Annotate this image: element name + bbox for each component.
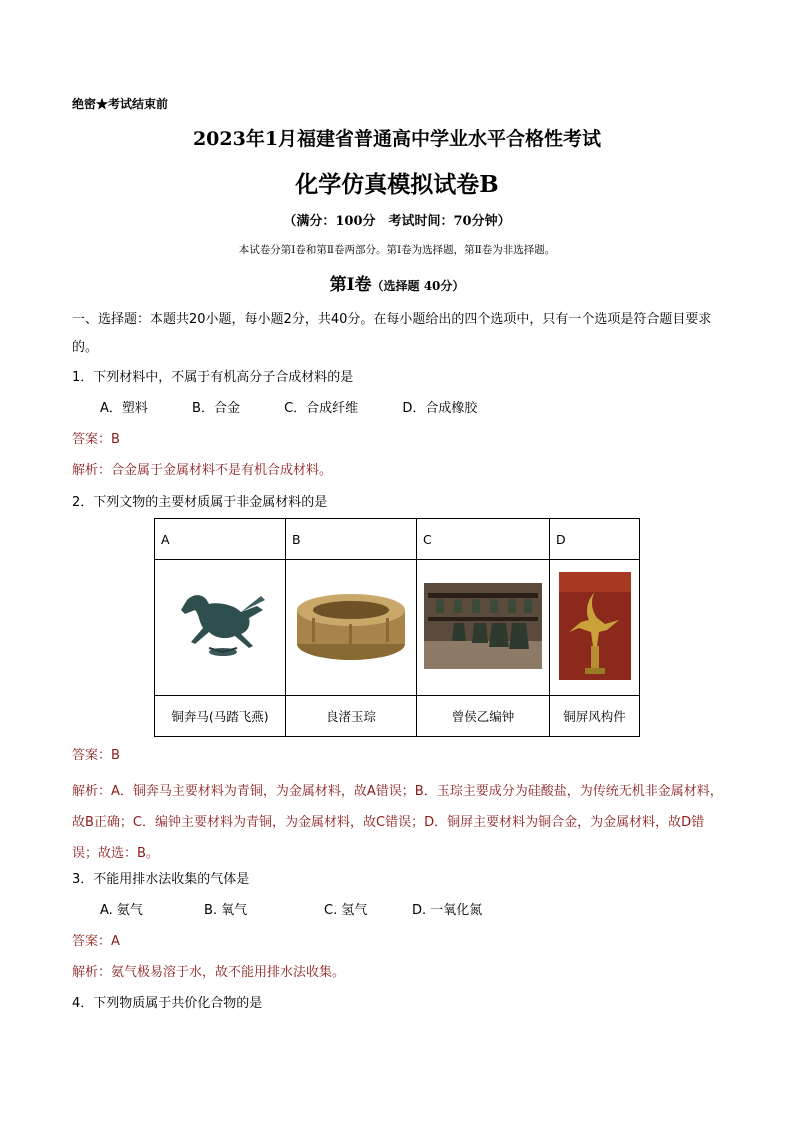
copper-screen-component-image bbox=[559, 572, 631, 680]
jade-cong-image bbox=[292, 588, 410, 664]
question-1-stem: 1．下列材料中，不属于有机高分子合成材料的是 bbox=[72, 370, 354, 385]
relic-image-cell-a bbox=[155, 560, 286, 696]
section-heading bbox=[0, 270, 794, 295]
relic-name-b: 良渚玉琮 bbox=[286, 696, 417, 737]
relic-image-cell-b bbox=[286, 560, 417, 696]
section-instructions: 一、选择题：本题共20小题，每小题2分，共40分。在每小题给出的四个选项中，只有一个选项是符合题目要求的。 bbox=[72, 312, 712, 355]
secret-label: 绝密★考试结束前 bbox=[72, 97, 169, 111]
paper-title: 化学仿真模拟试卷B bbox=[295, 171, 499, 198]
option-b: B. 氧气 bbox=[204, 903, 248, 918]
relic-image-cell-d bbox=[550, 560, 640, 696]
paper-structure-note: 本试卷分第Ⅰ卷和第Ⅱ卷两部分。第Ⅰ卷为选择题，第Ⅱ卷为非选择题。 bbox=[238, 244, 556, 256]
question-3-options bbox=[100, 901, 482, 921]
relic-letter-b: B bbox=[286, 519, 417, 560]
option-b: B．合金 bbox=[192, 401, 240, 416]
option-c: C. 氢气 bbox=[324, 903, 368, 918]
question-3-analysis: 解析：氨气极易溶于水，故不能用排水法收集。 bbox=[72, 965, 346, 980]
relic-name-a: 铜奔马(马踏飞燕) bbox=[155, 696, 286, 737]
relic-letter-d: D bbox=[550, 519, 640, 560]
exam-title: 2023年1月福建省普通高中学业水平合格性考试 bbox=[192, 128, 602, 150]
score-time-info: （满分：100分 考试时间：70分钟） bbox=[283, 214, 511, 229]
question-3-stem: 3．不能用排水法收集的气体是 bbox=[72, 872, 250, 887]
bianzhong-bells-image bbox=[424, 583, 542, 669]
relics-table bbox=[154, 518, 640, 737]
relic-letter-c: C bbox=[417, 519, 550, 560]
question-1-options bbox=[100, 399, 517, 419]
relic-name-c: 曾侯乙编钟 bbox=[417, 696, 550, 737]
relic-letter-a: A bbox=[155, 519, 286, 560]
question-1-answer: 答案：B bbox=[72, 432, 120, 447]
option-a: A. 氨气 bbox=[100, 903, 143, 918]
question-3-answer: 答案：A bbox=[72, 934, 120, 949]
option-c: C．合成纤维 bbox=[284, 401, 359, 416]
question-4-stem: 4．下列物质属于共价化合物的是 bbox=[72, 996, 263, 1011]
section-title: 第Ⅰ卷 bbox=[329, 275, 372, 295]
bronze-galloping-horse-image bbox=[165, 586, 275, 666]
section-subtitle: （选择题 40分） bbox=[371, 279, 465, 293]
option-d: D. 一氧化氮 bbox=[412, 903, 483, 918]
relic-image-cell-c bbox=[417, 560, 550, 696]
question-1-analysis: 解析：合金属于金属材料不是有机合成材料。 bbox=[72, 463, 333, 478]
option-d: D．合成橡胶 bbox=[402, 401, 478, 416]
option-a: A．塑料 bbox=[100, 401, 148, 416]
relic-name-d: 铜屏风构件 bbox=[550, 696, 640, 737]
question-2-stem: 2．下列文物的主要材质属于非金属材料的是 bbox=[72, 495, 328, 510]
question-2-analysis: 解析：A．铜奔马主要材料为青铜，为金属材料，故A错误；B．玉琮主要成分为硅酸盐，为传统无机非金属材料，故B正确；C．编钟主要材料为青铜，为金属材料，故C错误；D．铜屏主要材料为铜合金，为金属材料，故D错误；故选：B。 bbox=[72, 784, 723, 861]
question-2-answer: 答案：B bbox=[72, 748, 120, 763]
